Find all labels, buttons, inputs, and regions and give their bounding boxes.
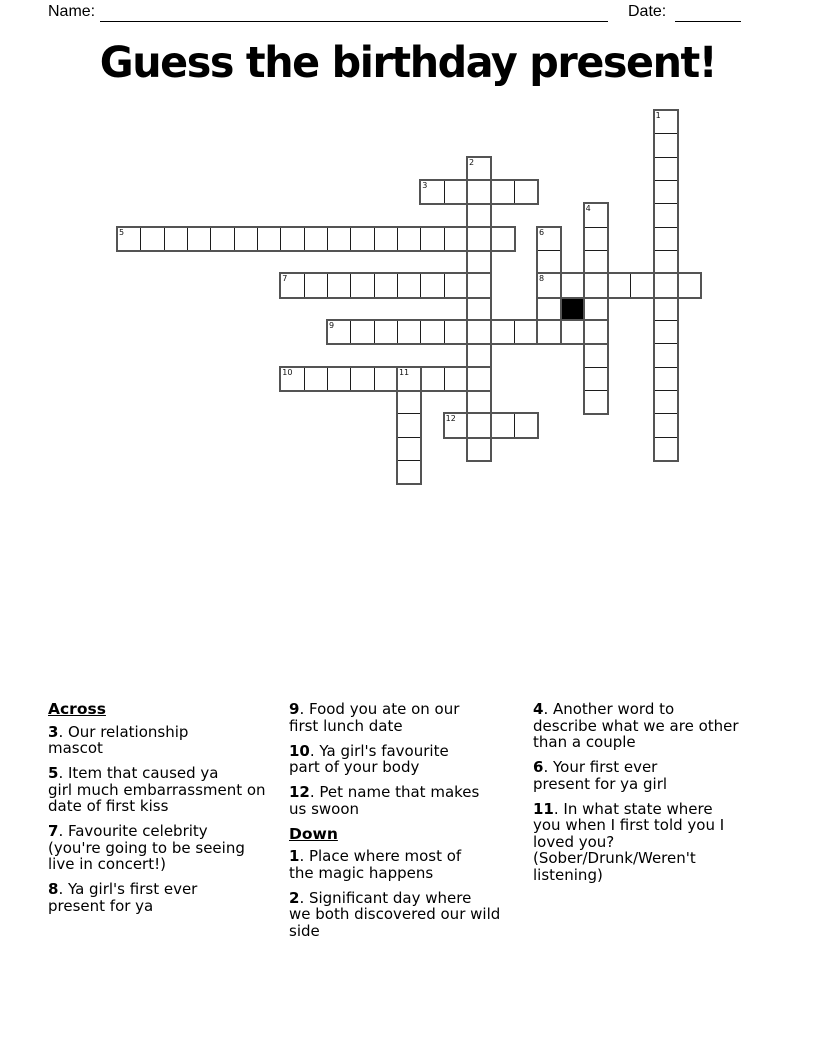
clue-line: part of your body [289, 758, 420, 776]
clue-line: 11. In what state where [533, 799, 713, 818]
clue-number: 5 [48, 764, 59, 782]
clue-line: first lunch date [289, 716, 403, 735]
clue-line: than a couple [533, 733, 636, 751]
clue-line: 8. Ya girl's first ever [48, 880, 198, 898]
clue-line: the magic happens [289, 863, 434, 882]
grid-number: 9 [328, 320, 335, 330]
clue [48, 823, 284, 873]
clue-list-header: Across [48, 700, 106, 718]
grid-number: 11 [398, 367, 410, 377]
clue-line: you when I first told you I [533, 816, 725, 834]
clue [533, 801, 777, 884]
clue-line: live in concert!) [48, 855, 166, 873]
clue-line: present for ya girl [533, 774, 668, 793]
clue-line: 1. Place where most of [289, 847, 462, 865]
clue-line: loved you? [533, 832, 615, 851]
clue-column [48, 701, 284, 923]
clue-list-header: Down [289, 824, 338, 843]
clue-number: 12 [289, 783, 310, 801]
clue-number: 10 [289, 741, 310, 760]
grid-number: 6 [538, 227, 545, 237]
clue [48, 881, 284, 914]
clue-line: present for ya [48, 896, 154, 915]
clue-line: 6. Your first ever [533, 758, 658, 776]
clue-line: 5. Item that caused ya [48, 764, 219, 782]
clue-column [533, 701, 777, 892]
grid-number: 1 [655, 111, 661, 120]
clue-line: 4. Another word to [533, 700, 675, 718]
clue-number: 6 [533, 758, 544, 776]
clue-line: (Sober/Drunk/Weren't [533, 849, 696, 867]
clue-line: we both discovered our wild [289, 905, 501, 923]
clue [48, 724, 284, 757]
clue-line: side [289, 921, 320, 940]
clue-number: 3 [48, 722, 59, 741]
grid-number: 5 [119, 227, 125, 237]
clue-line: 9. Food you ate on our [289, 700, 460, 718]
clue-number: 7 [48, 822, 59, 840]
grid-number: 2 [468, 157, 475, 167]
clue-line: 7. Favourite celebrity [48, 822, 208, 840]
clue-line: describe what we are other [533, 716, 739, 735]
clue [48, 765, 284, 815]
clue-column [289, 701, 525, 948]
grid-number: 4 [585, 204, 591, 214]
clue-line: us swoon [289, 799, 360, 818]
clue-line: 10. Ya girl's favourite [289, 741, 449, 760]
clue-number: 8 [48, 880, 59, 898]
clue [289, 784, 525, 817]
grid-number: 10 [282, 367, 293, 377]
clue [289, 701, 525, 734]
grid-number: 8 [538, 274, 545, 284]
date-label: Date: [628, 3, 667, 20]
clue-line: 3. Our relationship [48, 722, 189, 741]
clue-number: 4 [533, 700, 544, 718]
clue-line: listening) [533, 865, 603, 884]
clue [289, 890, 525, 940]
grid-number: 3 [422, 180, 428, 190]
grid-number: 12 [445, 414, 456, 424]
name-label: Name: [48, 3, 96, 20]
clue-line: girl much embarrassment on [48, 780, 266, 799]
clue-line: 12. Pet name that makes [289, 783, 480, 801]
clue [289, 743, 525, 776]
grid-number: 7 [282, 274, 288, 284]
clue-number: 9 [289, 700, 300, 718]
page-title: Guess the birthday present! [99, 38, 717, 88]
clue [533, 701, 777, 751]
clue-line: (you're going to be seeing [48, 838, 245, 857]
clue-number: 11 [533, 799, 554, 818]
clue-number: 1 [289, 847, 300, 865]
clue-number: 2 [289, 888, 300, 907]
clue-line: 2. Significant day where [289, 888, 472, 907]
clue-line: date of first kiss [48, 797, 169, 815]
clue [289, 848, 525, 881]
clue-line: mascot [48, 739, 103, 757]
clue [533, 759, 777, 792]
